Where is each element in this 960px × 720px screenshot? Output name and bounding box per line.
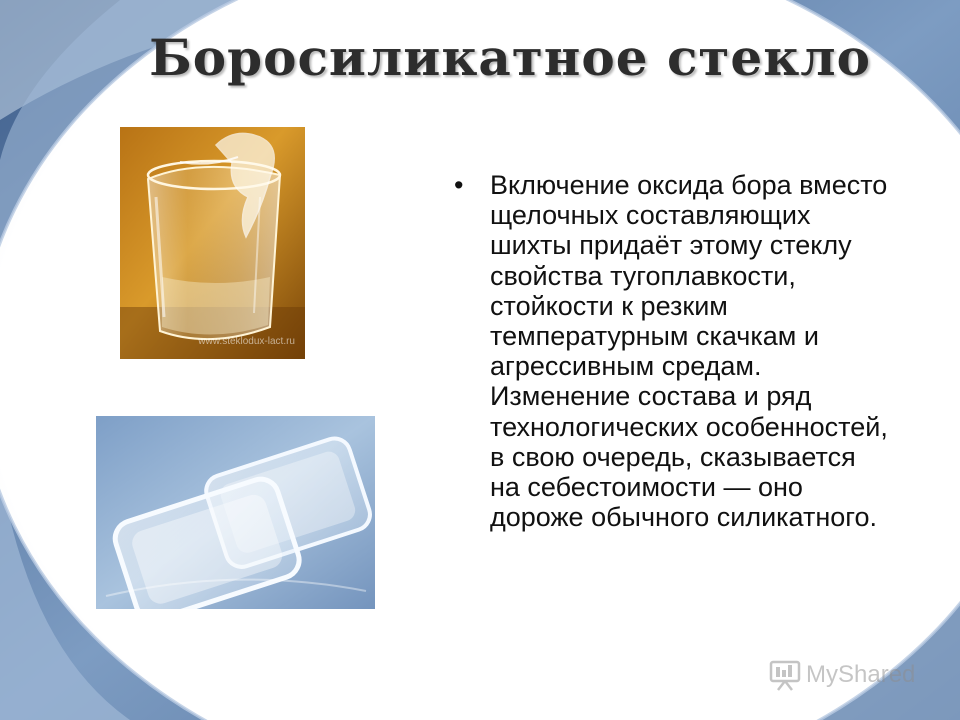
bullet-list <box>450 170 890 532</box>
slide-title: Боросиликатное стекло <box>149 28 871 87</box>
myshared-logo <box>768 655 915 695</box>
glass-image <box>120 127 305 359</box>
glass-photo <box>120 127 305 359</box>
baking-dishes-photo <box>96 416 375 609</box>
bullet-text: Включение оксида бора вместо щелочных составляющих шихты придаёт этому стеклу свойства тугоплавкости, стойкости к резким температурным скачкам и агрессивным средам. Изменение состава и ряд технологических особенностей, в свою очередь, сказывается на себестоимости — оно дороже обычного силикатного. <box>490 170 888 533</box>
dishes-image <box>96 416 375 609</box>
photo-watermark: www.steklodux-lact.ru <box>198 336 295 347</box>
brand-name: MyShared <box>806 661 916 688</box>
presentation-board-icon <box>768 658 802 692</box>
bullet-marker: • <box>454 170 464 200</box>
bullet-item <box>450 170 890 532</box>
